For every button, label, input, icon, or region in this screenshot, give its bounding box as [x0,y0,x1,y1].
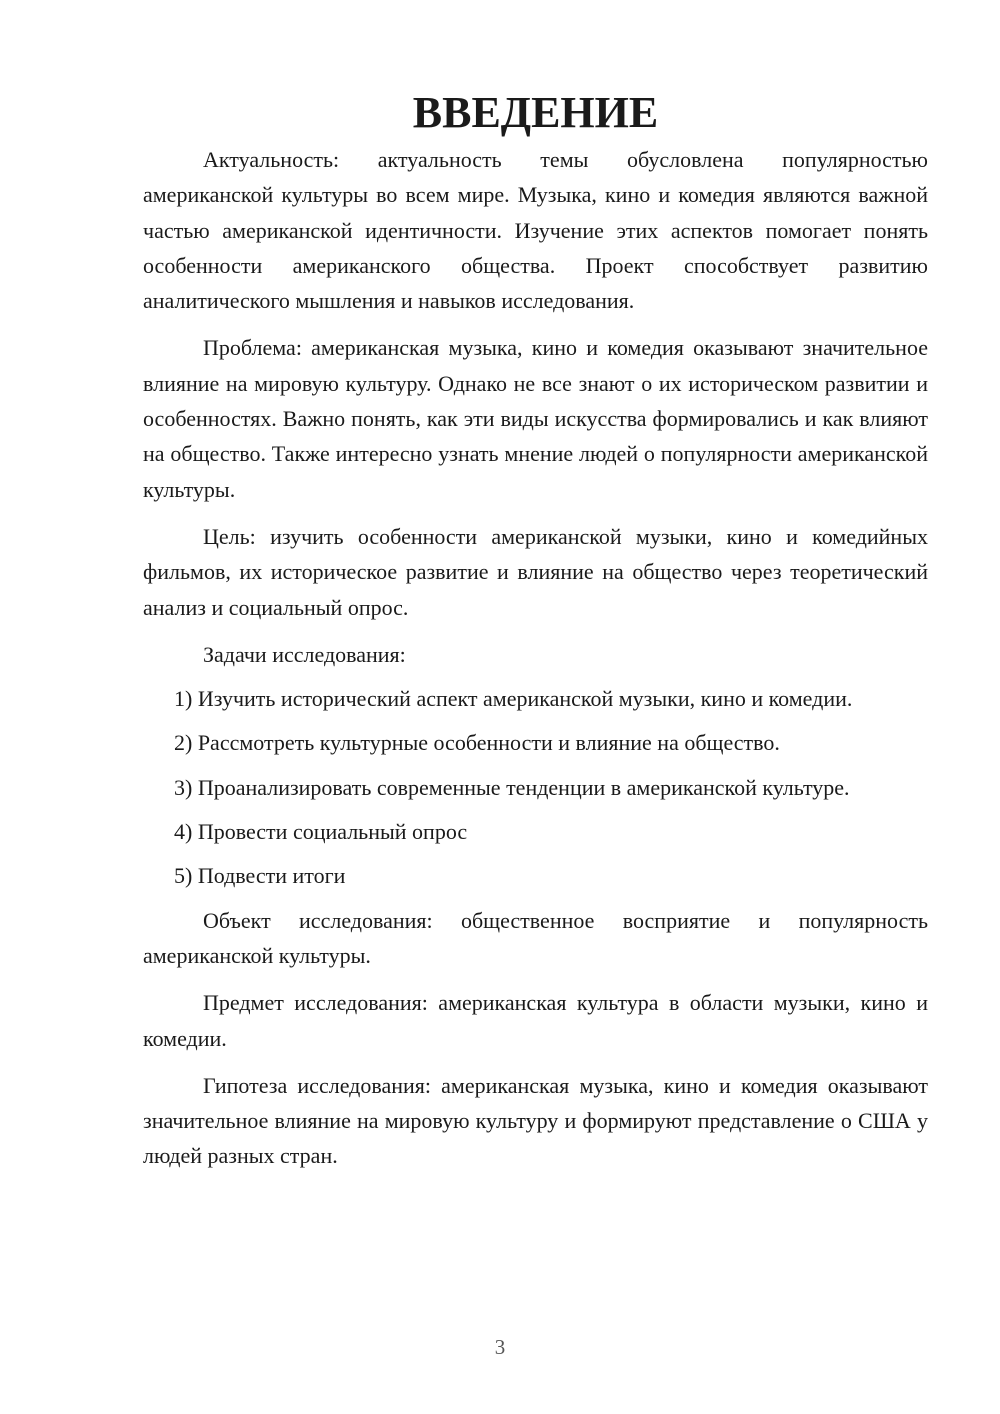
goal-paragraph: Цель: изучить особенности американской музыки, кино и комедийных фильмов, их историческое развитие и влияние на общество через теоретический анализ и социальный опрос. [143,523,928,620]
page-title: ВВЕДЕНИЕ [412,88,659,137]
subject-paragraph: Предмет исследования: американская культура в области музыки, кино и комедии. [143,990,928,1051]
problem-paragraph: Проблема: американская музыка, кино и комедия оказывают значительное влияние на мировую культуру. Однако не все знают о их историческом развитии и особенностях. Важно понять, как эти виды искусства формировались и как влияют на общество. Также интересно узнать мнение людей о популярности американской культуры. [143,335,928,502]
relevance-paragraph: Актуальность: актуальность темы обусловлена популярностью американской культуры во всем мире. Музыка, кино и комедия являются важной частью американской идентичности. Изучение этих аспектов помогает понять особенности американского общества. Проект способствует развитию аналитического мышления и навыков исследования. [143,147,928,314]
hypothesis-paragraph: Гипотеза исследования: американская музыка, кино и комедия оказывают значительное влияние на мировую культуру и формируют представление о США у людей разных стран. [143,1072,928,1169]
task-item: 4) Провести социальный опрос [174,819,468,845]
task-item: 3) Проанализировать современные тенденции в американской культуре. [174,774,850,800]
page-number: 3 [494,1335,506,1359]
task-list [143,681,928,893]
task-item: 2) Рассмотреть культурные особенности и влияние на общество. [174,730,780,756]
tasks-heading: Задачи исследования: [203,641,406,667]
task-item: 1) Изучить исторический аспект американской музыки, кино и комедии. [174,686,853,712]
task-item: 5) Подвести итоги [174,863,346,889]
object-paragraph: Объект исследования: общественное восприятие и популярность американской культуры. [143,907,928,968]
